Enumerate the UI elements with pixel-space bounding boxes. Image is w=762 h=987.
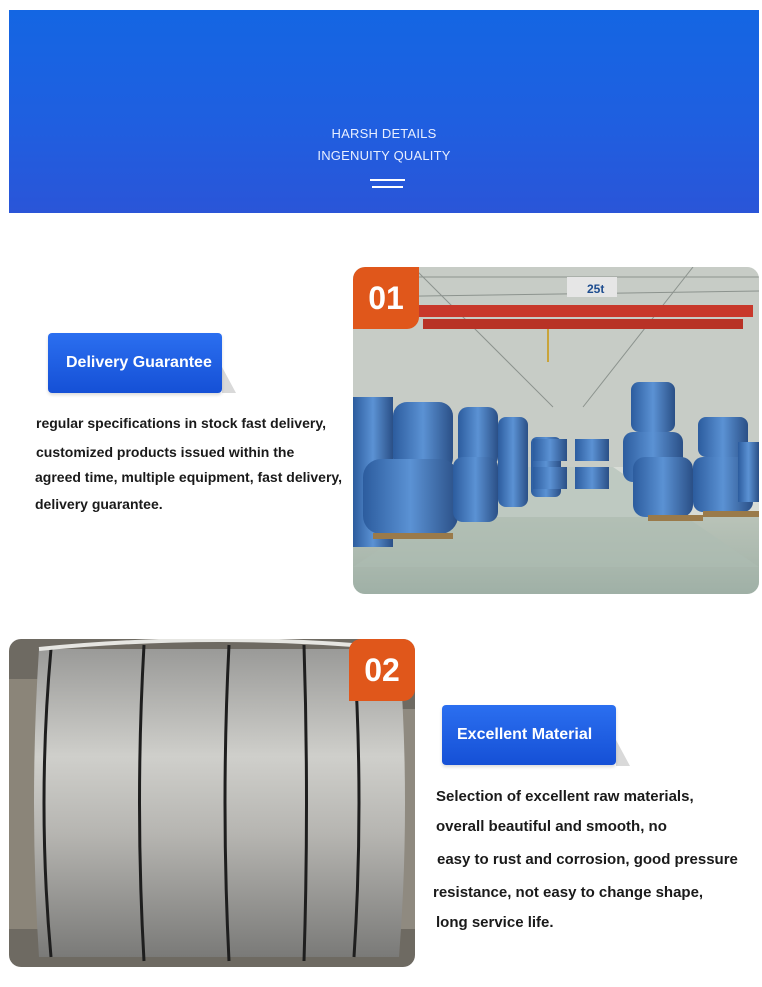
text-line: customized products issued within the [36, 444, 295, 460]
crane-sign: 25t [587, 282, 605, 296]
text-line: Selection of excellent raw materials, [436, 788, 694, 805]
banner-title-line1: HARSH DETAILS [331, 126, 437, 141]
text-line: overall beautiful and smooth, no [436, 818, 667, 835]
delivery-guarantee-tag [48, 333, 222, 393]
tag-shadow [222, 367, 236, 393]
text-line: agreed time, multiple equipment, fast delivery, [35, 469, 343, 485]
steel-coil-photo [9, 639, 415, 967]
step-number-badge: 02 [349, 639, 415, 701]
banner-title-line2: INGENUITY QUALITY [317, 148, 451, 163]
delivery-guarantee-title: Delivery Guarantee [66, 354, 212, 371]
header-banner [9, 10, 759, 213]
warehouse-photo [353, 267, 759, 594]
text-line: long service life. [436, 914, 554, 931]
text-line: resistance, not easy to change shape, [433, 884, 704, 901]
text-line: easy to rust and corrosion, good pressure [437, 851, 738, 868]
menu-lines-icon [370, 179, 405, 191]
tag-shadow [616, 740, 630, 766]
text-line: regular specifications in stock fast delivery, [36, 415, 326, 431]
excellent-material-title: Excellent Material [457, 726, 593, 743]
text-line: delivery guarantee. [35, 496, 163, 512]
step-number-badge: 01 [353, 267, 419, 329]
excellent-material-tag [442, 705, 616, 765]
